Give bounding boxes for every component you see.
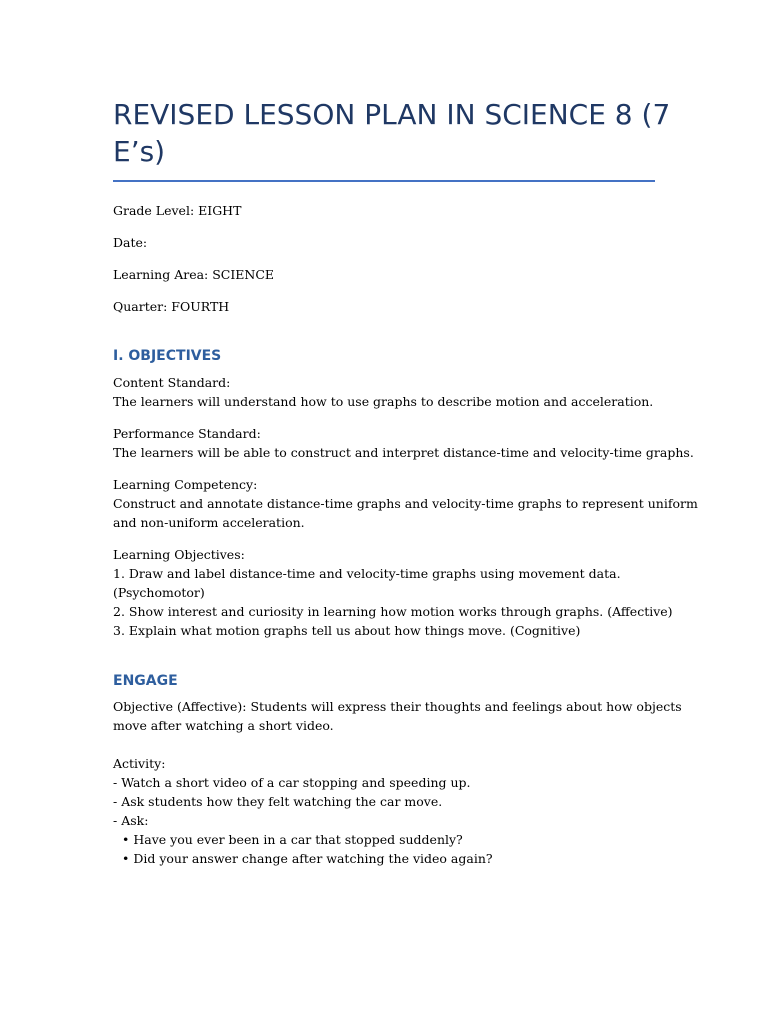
learning-objectives-label: Learning Objectives: — [113, 547, 245, 562]
objective-1-line1: 1. Draw and label distance-time and velocity-time graphs using movement data. — [113, 566, 621, 581]
date-field: Date: — [113, 235, 148, 250]
competency-label: Learning Competency: — [113, 477, 258, 492]
objectives-heading: I. OBJECTIVES — [113, 348, 222, 364]
objective-3: 3. Explain what motion graphs tell us about how things move. (Cognitive) — [113, 623, 581, 638]
activity-item-1: - Watch a short video of a car stopping and speeding up. — [113, 775, 471, 790]
document-title: REVISED LESSON PLAN IN SCIENCE 8 (7 E’s) — [113, 98, 671, 168]
activity-subitem-1: • Have you ever been in a car that stopped suddenly? — [122, 832, 463, 847]
learning-area: Learning Area: SCIENCE — [113, 267, 275, 282]
title-underline — [113, 180, 655, 182]
objective-2: 2. Show interest and curiosity in learning how motion works through graphs. (Affective) — [113, 604, 673, 619]
content-standard-label: Content Standard: — [113, 375, 231, 390]
engage-objective-line2: move after watching a short video. — [113, 718, 334, 733]
activity-item-3: - Ask: — [113, 813, 149, 828]
objective-1-line2: (Psychomotor) — [113, 585, 205, 600]
performance-standard-text: The learners will be able to construct and interpret distance-time and velocity-time graphs. — [113, 445, 694, 460]
activity-label: Activity: — [113, 756, 166, 771]
engage-heading: ENGAGE — [113, 673, 178, 689]
grade-level: Grade Level: EIGHT — [113, 203, 242, 218]
performance-standard-label: Performance Standard: — [113, 426, 261, 441]
activity-item-2: - Ask students how they felt watching the car move. — [113, 794, 443, 809]
competency-text-line2: and non-uniform acceleration. — [113, 515, 305, 530]
quarter: Quarter: FOURTH — [113, 299, 230, 314]
activity-subitem-2: • Did your answer change after watching the video again? — [122, 851, 493, 866]
content-standard-text: The learners will understand how to use graphs to describe motion and acceleration. — [113, 394, 654, 409]
engage-objective-line1: Objective (Affective): Students will express their thoughts and feelings about how objects — [113, 699, 682, 714]
competency-text-line1: Construct and annotate distance-time graphs and velocity-time graphs to represent uniform — [113, 496, 698, 511]
